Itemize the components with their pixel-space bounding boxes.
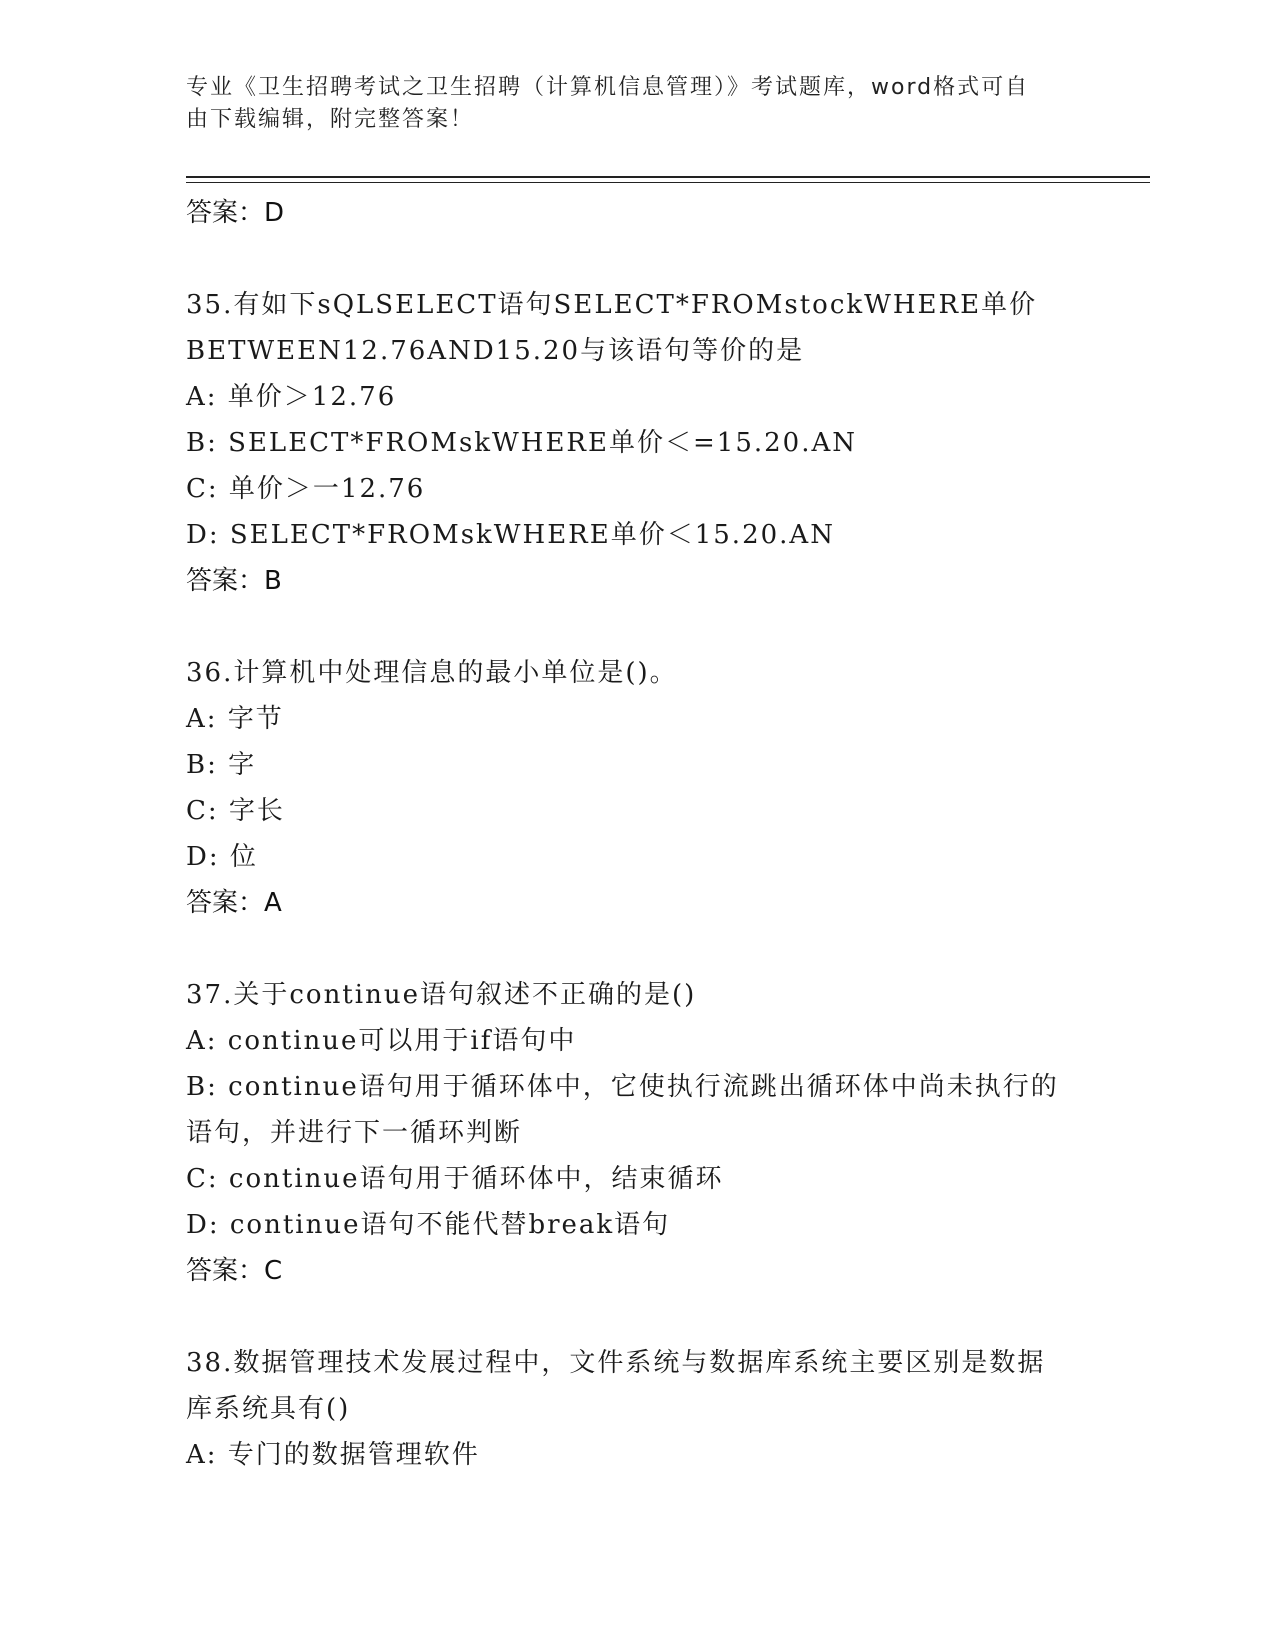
question-37 [186, 972, 1086, 1294]
question-35 [186, 282, 1086, 604]
header-line-2: 由下载编辑，附完整答案！ [186, 107, 475, 132]
option-d: D: SELECT*FROMskWHERE单价＜15.20.AN [186, 520, 835, 550]
answer: 答案：B [186, 566, 282, 596]
question-stem: BETWEEN12.76AND15.20与该语句等价的是 [186, 336, 805, 366]
question-stem: 35.有如下sQLSELECT语句SELECT*FROMstockWHERE单价 [186, 290, 1038, 320]
option-b: B: 字 [186, 750, 257, 780]
option-c: C: 字长 [186, 796, 285, 826]
option-c: C: 单价＞一12.76 [186, 474, 426, 504]
option-d: D: continue语句不能代替break语句 [186, 1210, 671, 1240]
question-36 [186, 650, 1086, 926]
previous-answer: 答案：D [186, 198, 285, 228]
answer: 答案：C [186, 1256, 283, 1286]
header-line-1: 专业《卫生招聘考试之卫生招聘（计算机信息管理）》考试题库，word格式可自 [186, 75, 1030, 100]
option-a: A: 字节 [186, 704, 284, 734]
question-stem: 38.数据管理技术发展过程中，文件系统与数据库系统主要区别是数据 [186, 1348, 1046, 1378]
question-stem: 36.计算机中处理信息的最小单位是()。 [186, 658, 678, 688]
question-list [186, 190, 1086, 1478]
option-c: C: continue语句用于循环体中，结束循环 [186, 1164, 724, 1194]
answer: 答案：A [186, 888, 282, 918]
question-38 [186, 1340, 1086, 1478]
document-header [186, 72, 1066, 136]
option-b: B: continue语句用于循环体中，它使执行流跳出循环体中尚未执行的语句，并进行下一循环判断 [186, 1072, 1059, 1148]
option-a: A: 单价＞12.76 [186, 382, 397, 412]
option-d: D: 位 [186, 842, 258, 872]
question-stem: 37.关于continue语句叙述不正确的是() [186, 980, 697, 1010]
question-stem: 库系统具有() [186, 1394, 351, 1424]
option-a: A: continue可以用于if语句中 [186, 1026, 577, 1056]
header-divider-thick [186, 176, 1150, 178]
option-a: A: 专门的数据管理软件 [186, 1440, 480, 1470]
option-b: B: SELECT*FROMskWHERE单价＜=15.20.AN [186, 428, 857, 458]
header-divider-thin [186, 182, 1150, 183]
